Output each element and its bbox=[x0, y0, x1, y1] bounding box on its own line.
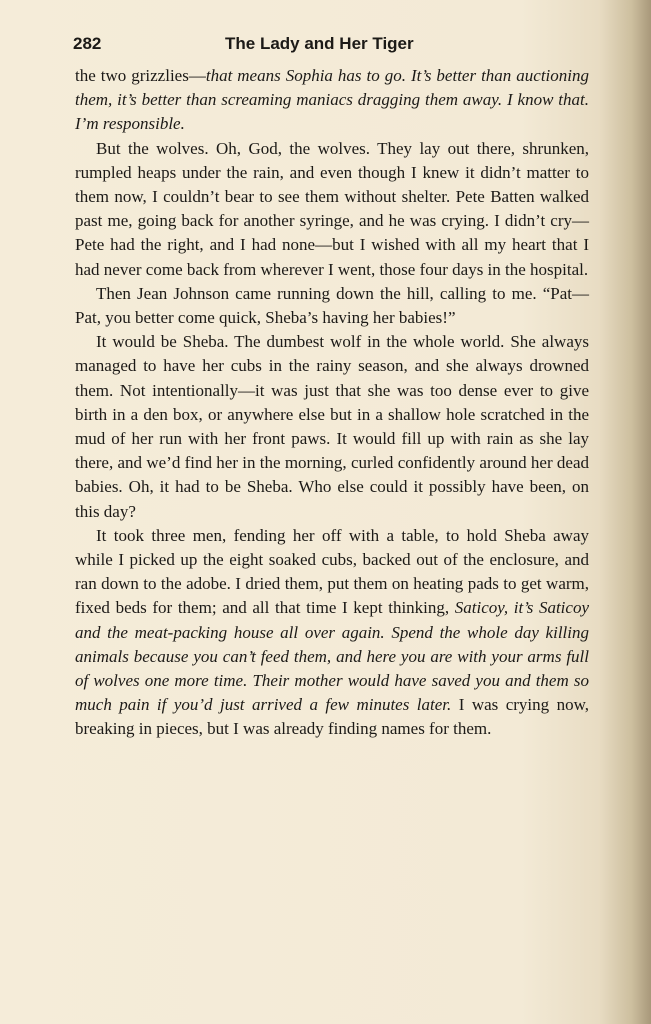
paragraph-5 bbox=[75, 524, 589, 742]
running-head: The Lady and Her Tiger bbox=[225, 34, 414, 53]
paragraph-3 bbox=[75, 282, 589, 330]
body-text bbox=[75, 64, 589, 742]
paragraph-5-segment-2: Saticoy, it’s Saticoy and the meat-packing house all over again. Spend the whole day killing animals because you can’t feed them, and here you are with your arms full of wolves one more time. Their mother would have saved you and them so much pain if you’d just arrived a few minutes later. bbox=[75, 598, 589, 715]
paragraph-2 bbox=[75, 137, 589, 282]
paragraph-1 bbox=[75, 64, 589, 137]
paragraph-5-segment-1: It took three men, fending her off with a table, to hold Sheba away while I picked up the eight soaked cubs, backed out of the enclosure, and ran down to the adobe. I dried them, put them on heating pads to get warm, fixed beds for them; and all that time I kept thinking, bbox=[75, 525, 589, 618]
paragraph-3-segment-1: Then Jean Johnson came running down the hill, calling to me. “Pat—Pat, you better come quick, Sheba’s having her babies!” bbox=[75, 283, 589, 328]
paragraph-2-segment-1: But the wolves. Oh, God, the wolves. They lay out there, shrunken, rumpled heaps under the rain, and even though I knew it didn’t matter to them now, I couldn’t bear to see them without shelter. Pete Batten walked past me, going back for another syringe, and he was crying. I didn’t cry—Pete had the right, and I had none—but I wished with all my heart that I had never come back from wherever I went, those four days in the hospital. bbox=[75, 138, 589, 279]
paragraph-1-segment-1: the two grizzlies— bbox=[75, 66, 206, 85]
paragraph-1-segment-2: that means Sophia has to go. It’s better than auctioning them, it’s better than screaming maniacs dragging them away. I know that. I’m responsible. bbox=[75, 66, 589, 134]
paragraph-5-segment-3: I was crying now, breaking in pieces, but I was already finding names for them. bbox=[75, 695, 589, 739]
page-header bbox=[73, 34, 593, 58]
page-number: 282 bbox=[73, 34, 102, 53]
paragraph-4-segment-1: It would be Sheba. The dumbest wolf in the whole world. She always managed to have her cubs in the rainy season, and she always drowned them. Not intentionally—it was just that she was too dense ever to give birth in a den box, or anywhere else but in a shallow hole scratched in the mud of her run with her front paws. It would fill up with rain as she lay there, and we’d find her in the morning, curled confidently around her dead babies. Oh, it had to be Sheba. Who else could it possibly have been, on this day? bbox=[75, 332, 589, 521]
paragraph-4 bbox=[75, 330, 589, 524]
